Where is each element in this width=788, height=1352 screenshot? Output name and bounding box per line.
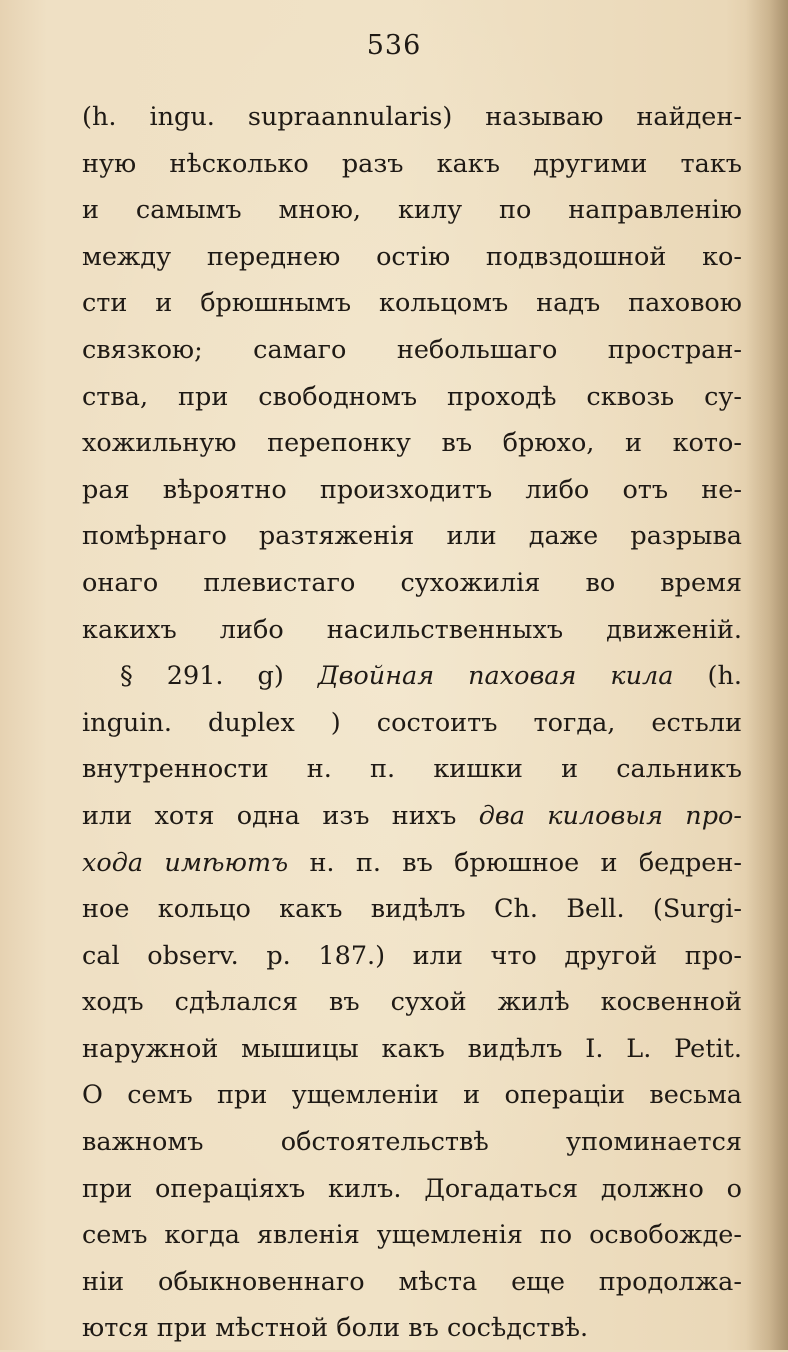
text-line: наружной мышицы какъ видѣлъ I. L. Petit. [82, 1033, 742, 1064]
text-line: помѣрнаго разтяженія или даже разрыва [82, 521, 742, 552]
text-block [82, 94, 742, 1352]
text-span: или хотя одна изъ нихъ [82, 800, 457, 831]
text-span: н. п. въ брюшное и бедрен- [309, 847, 742, 878]
text-line: cal observ. p. 187.) или что другой про- [82, 940, 742, 971]
section-term: Двойная паховая кила [317, 661, 674, 692]
section-heading-line [82, 653, 742, 700]
text-line: ются при мѣстной боли въ сосѣдствѣ. [82, 1313, 589, 1344]
text-line: и самымъ мною, килу по направленію [82, 195, 742, 226]
text-line: inguin. duplex ) состоитъ тогда, естьли [82, 707, 742, 738]
text-line: между переднею остію подвздошной ко- [82, 241, 742, 272]
text-line: ное кольцо какъ видѣлъ Ch. Bell. (Surgi- [82, 894, 742, 925]
text-line: ходъ сдѣлался въ сухой жилѣ косвенной [82, 987, 742, 1018]
text-line: при операціяхъ килъ. Догадаться должно о [82, 1173, 742, 1204]
text-line: ства, при свободномъ проходѣ сквозь су- [82, 381, 742, 412]
section-number: § 291. g) [120, 661, 284, 692]
text-line: сти и брюшнымъ кольцомъ надъ паховою [82, 288, 742, 319]
text-line: связкою; самаго небольшаго простран- [82, 334, 742, 365]
text-line: ніи обыкновеннаго мѣста еще продолжа- [82, 1266, 742, 1297]
text-line: ную нѣсколько разъ какъ другими такъ [82, 148, 742, 179]
text-line: О семъ при ущемленіи и операціи весьма [82, 1080, 742, 1111]
text-line: какихъ либо насильственныхъ движеній. [82, 614, 742, 645]
page-number: 536 [366, 30, 422, 61]
text-line: внутренности н. п. кишки и сальникъ [82, 754, 742, 785]
text-line: важномъ обстоятельствѣ упоминается [82, 1127, 742, 1158]
text-line: семъ когда явленія ущемленія по освобожде- [82, 1220, 742, 1251]
text-line: рая вѣроятно произходитъ либо отъ не- [82, 474, 742, 505]
emphasis-span: хода имѣютъ [82, 847, 289, 878]
text-line: онаго плевистаго сухожилія во время [82, 567, 742, 598]
text-line: хожильную перепонку въ брюхо, и кото- [82, 428, 742, 459]
text-line [82, 840, 742, 887]
page-edge-shadow [746, 0, 788, 1350]
text-line [82, 793, 742, 840]
text-line: (h. ingu. supraannularis) называю найден- [82, 102, 742, 132]
section-latin-term: (h. [707, 661, 742, 692]
emphasis-span: два киловыя про- [478, 800, 742, 831]
